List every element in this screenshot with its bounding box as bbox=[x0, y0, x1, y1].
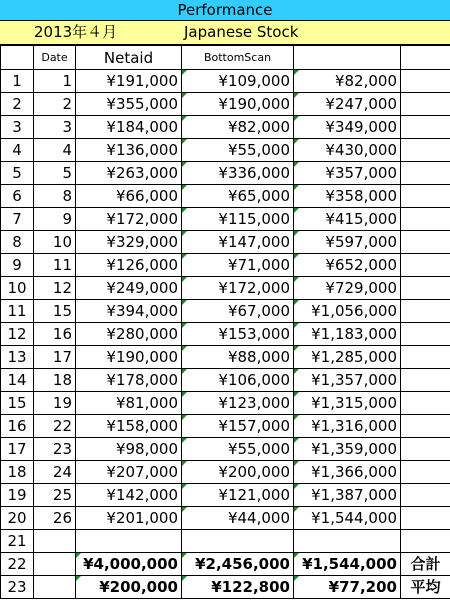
month-label[interactable]: 2013年４月 bbox=[34, 23, 118, 41]
col-c-cell[interactable]: ¥597,000 bbox=[294, 231, 401, 254]
col-d-cell[interactable] bbox=[401, 116, 450, 139]
row-number-cell[interactable]: 18 bbox=[1, 461, 34, 484]
date-cell[interactable]: 2 bbox=[34, 93, 76, 116]
table-row bbox=[1, 300, 450, 323]
row-number-cell[interactable]: 4 bbox=[1, 139, 34, 162]
bottomscan-cell[interactable]: ¥336,000 bbox=[182, 162, 294, 185]
bottomscan-cell[interactable]: ¥121,000 bbox=[182, 484, 294, 507]
date-cell[interactable]: 12 bbox=[34, 277, 76, 300]
averages-col-c-cell[interactable]: ¥77,200 bbox=[294, 576, 401, 599]
col-d-cell[interactable] bbox=[401, 185, 450, 208]
col-c-cell[interactable]: ¥82,000 bbox=[294, 70, 401, 93]
bottomscan-cell[interactable]: ¥109,000 bbox=[182, 70, 294, 93]
date-cell[interactable]: 25 bbox=[34, 484, 76, 507]
col-d-cell[interactable] bbox=[401, 162, 450, 185]
netaid-cell[interactable]: ¥190,000 bbox=[76, 346, 182, 369]
header-bottomscan[interactable]: BottomScan bbox=[182, 46, 294, 70]
table-row bbox=[1, 116, 450, 139]
row-number-cell[interactable]: 10 bbox=[1, 277, 34, 300]
bottomscan-cell[interactable]: ¥67,000 bbox=[182, 300, 294, 323]
table-row bbox=[1, 93, 450, 116]
netaid-cell[interactable]: ¥136,000 bbox=[76, 139, 182, 162]
row-number-cell[interactable]: 12 bbox=[1, 323, 34, 346]
col-c-cell[interactable]: ¥1,387,000 bbox=[294, 484, 401, 507]
header-corner-cell[interactable] bbox=[1, 46, 34, 70]
totals-label-cell[interactable]: 合計 bbox=[401, 553, 450, 576]
col-c-cell[interactable]: ¥652,000 bbox=[294, 254, 401, 277]
table-row bbox=[1, 369, 450, 392]
row-number-cell[interactable]: 13 bbox=[1, 346, 34, 369]
netaid-cell[interactable]: ¥329,000 bbox=[76, 231, 182, 254]
totals-row bbox=[1, 553, 450, 576]
table-row bbox=[1, 530, 450, 553]
netaid-cell[interactable]: ¥201,000 bbox=[76, 507, 182, 530]
bottomscan-cell[interactable]: ¥115,000 bbox=[182, 208, 294, 231]
date-cell[interactable] bbox=[34, 530, 76, 553]
bottomscan-cell[interactable] bbox=[182, 530, 294, 553]
netaid-cell[interactable]: ¥207,000 bbox=[76, 461, 182, 484]
col-d-cell[interactable] bbox=[401, 231, 450, 254]
col-c-cell[interactable]: ¥1,359,000 bbox=[294, 438, 401, 461]
col-d-cell[interactable] bbox=[401, 415, 450, 438]
row-number-cell[interactable]: 17 bbox=[1, 438, 34, 461]
bottomscan-cell[interactable]: ¥153,000 bbox=[182, 323, 294, 346]
date-cell[interactable]: 16 bbox=[34, 323, 76, 346]
bottomscan-cell[interactable]: ¥88,000 bbox=[182, 346, 294, 369]
row-number-cell[interactable]: 2 bbox=[1, 93, 34, 116]
col-d-cell[interactable] bbox=[401, 93, 450, 116]
col-c-cell[interactable]: ¥247,000 bbox=[294, 93, 401, 116]
averages-label-cell[interactable]: 平均 bbox=[401, 576, 450, 599]
table-row bbox=[1, 507, 450, 530]
bottomscan-cell[interactable]: ¥172,000 bbox=[182, 277, 294, 300]
header-col-c[interactable] bbox=[294, 46, 401, 70]
header-netaid[interactable]: Netaid bbox=[76, 46, 182, 70]
table-row bbox=[1, 162, 450, 185]
row-number-cell[interactable]: 23 bbox=[1, 576, 34, 599]
row-number-cell[interactable]: 20 bbox=[1, 507, 34, 530]
row-number-cell[interactable]: 5 bbox=[1, 162, 34, 185]
row-number-cell[interactable]: 15 bbox=[1, 392, 34, 415]
table-row bbox=[1, 323, 450, 346]
table-row bbox=[1, 415, 450, 438]
row-number-cell[interactable]: 7 bbox=[1, 208, 34, 231]
row-number-cell[interactable]: 8 bbox=[1, 231, 34, 254]
row-number-cell[interactable]: 3 bbox=[1, 116, 34, 139]
col-d-cell[interactable] bbox=[401, 208, 450, 231]
netaid-cell[interactable]: ¥249,000 bbox=[76, 277, 182, 300]
col-d-cell[interactable] bbox=[401, 461, 450, 484]
col-c-cell[interactable]: ¥1,357,000 bbox=[294, 369, 401, 392]
date-cell[interactable]: 17 bbox=[34, 346, 76, 369]
date-cell[interactable]: 9 bbox=[34, 208, 76, 231]
col-d-cell[interactable] bbox=[401, 392, 450, 415]
netaid-cell[interactable]: ¥126,000 bbox=[76, 254, 182, 277]
date-cell[interactable]: 5 bbox=[34, 162, 76, 185]
table-row bbox=[1, 346, 450, 369]
date-cell[interactable]: 23 bbox=[34, 438, 76, 461]
col-c-cell[interactable]: ¥357,000 bbox=[294, 162, 401, 185]
col-c-cell[interactable] bbox=[294, 530, 401, 553]
netaid-cell[interactable]: ¥178,000 bbox=[76, 369, 182, 392]
table-row bbox=[1, 185, 450, 208]
table-row bbox=[1, 277, 450, 300]
table-row bbox=[1, 139, 450, 162]
netaid-cell[interactable]: ¥355,000 bbox=[76, 93, 182, 116]
bottomscan-cell[interactable]: ¥55,000 bbox=[182, 438, 294, 461]
col-c-cell[interactable]: ¥349,000 bbox=[294, 116, 401, 139]
col-d-cell[interactable] bbox=[401, 530, 450, 553]
date-cell[interactable]: 3 bbox=[34, 116, 76, 139]
date-cell[interactable] bbox=[34, 576, 76, 599]
bottomscan-cell[interactable]: ¥123,000 bbox=[182, 392, 294, 415]
col-d-cell[interactable] bbox=[401, 139, 450, 162]
row-number-cell[interactable]: 1 bbox=[1, 70, 34, 93]
col-c-cell[interactable]: ¥729,000 bbox=[294, 277, 401, 300]
col-d-cell[interactable] bbox=[401, 300, 450, 323]
totals-netaid-cell[interactable]: ¥4,000,000 bbox=[76, 553, 182, 576]
row-number-cell[interactable]: 21 bbox=[1, 530, 34, 553]
date-cell[interactable]: 26 bbox=[34, 507, 76, 530]
bottomscan-cell[interactable]: ¥190,000 bbox=[182, 93, 294, 116]
header-date[interactable]: Date bbox=[34, 46, 76, 70]
table-row bbox=[1, 231, 450, 254]
col-c-cell[interactable]: ¥1,285,000 bbox=[294, 346, 401, 369]
date-cell[interactable]: 19 bbox=[34, 392, 76, 415]
col-d-cell[interactable] bbox=[401, 70, 450, 93]
market-label[interactable]: Japanese Stock bbox=[184, 23, 299, 41]
row-number-cell[interactable]: 19 bbox=[1, 484, 34, 507]
sub-header-row bbox=[0, 21, 450, 45]
col-d-cell[interactable] bbox=[401, 346, 450, 369]
netaid-cell[interactable]: ¥158,000 bbox=[76, 415, 182, 438]
col-c-cell[interactable]: ¥1,183,000 bbox=[294, 323, 401, 346]
header-row bbox=[1, 46, 450, 70]
table-row bbox=[1, 70, 450, 93]
bottomscan-cell[interactable]: ¥55,000 bbox=[182, 139, 294, 162]
col-d-cell[interactable] bbox=[401, 438, 450, 461]
averages-netaid-cell[interactable]: ¥200,000 bbox=[76, 576, 182, 599]
table-row bbox=[1, 208, 450, 231]
col-c-cell[interactable]: ¥1,056,000 bbox=[294, 300, 401, 323]
date-cell[interactable]: 15 bbox=[34, 300, 76, 323]
table-row bbox=[1, 254, 450, 277]
sheet-title[interactable]: Performance bbox=[0, 0, 450, 21]
table-row bbox=[1, 392, 450, 415]
bottomscan-cell[interactable]: ¥106,000 bbox=[182, 369, 294, 392]
row-number-cell[interactable]: 22 bbox=[1, 553, 34, 576]
netaid-cell[interactable]: ¥263,000 bbox=[76, 162, 182, 185]
row-number-cell[interactable]: 14 bbox=[1, 369, 34, 392]
netaid-cell[interactable]: ¥280,000 bbox=[76, 323, 182, 346]
bottomscan-cell[interactable]: ¥200,000 bbox=[182, 461, 294, 484]
col-c-cell[interactable]: ¥1,544,000 bbox=[294, 507, 401, 530]
totals-bottomscan-cell[interactable]: ¥2,456,000 bbox=[182, 553, 294, 576]
col-d-cell[interactable] bbox=[401, 484, 450, 507]
table-row bbox=[1, 484, 450, 507]
row-number-cell[interactable]: 6 bbox=[1, 185, 34, 208]
date-cell[interactable]: 11 bbox=[34, 254, 76, 277]
col-c-cell[interactable]: ¥430,000 bbox=[294, 139, 401, 162]
col-c-cell[interactable]: ¥1,315,000 bbox=[294, 392, 401, 415]
date-cell[interactable] bbox=[34, 553, 76, 576]
col-c-cell[interactable]: ¥358,000 bbox=[294, 185, 401, 208]
bottomscan-cell[interactable]: ¥44,000 bbox=[182, 507, 294, 530]
bottomscan-cell[interactable]: ¥65,000 bbox=[182, 185, 294, 208]
col-d-cell[interactable] bbox=[401, 507, 450, 530]
netaid-cell[interactable]: ¥66,000 bbox=[76, 185, 182, 208]
totals-col-c-cell[interactable]: ¥1,544,000 bbox=[294, 553, 401, 576]
col-d-cell[interactable] bbox=[401, 323, 450, 346]
col-c-cell[interactable]: ¥1,366,000 bbox=[294, 461, 401, 484]
row-number-cell[interactable]: 16 bbox=[1, 415, 34, 438]
bottomscan-cell[interactable]: ¥157,000 bbox=[182, 415, 294, 438]
netaid-cell[interactable]: ¥172,000 bbox=[76, 208, 182, 231]
averages-bottomscan-cell[interactable]: ¥122,800 bbox=[182, 576, 294, 599]
netaid-cell[interactable] bbox=[76, 530, 182, 553]
bottomscan-cell[interactable]: ¥147,000 bbox=[182, 231, 294, 254]
date-cell[interactable]: 1 bbox=[34, 70, 76, 93]
netaid-cell[interactable]: ¥184,000 bbox=[76, 116, 182, 139]
col-c-cell[interactable]: ¥1,316,000 bbox=[294, 415, 401, 438]
date-cell[interactable]: 8 bbox=[34, 185, 76, 208]
bottomscan-cell[interactable]: ¥82,000 bbox=[182, 116, 294, 139]
netaid-cell[interactable]: ¥394,000 bbox=[76, 300, 182, 323]
table-row bbox=[1, 438, 450, 461]
col-d-cell[interactable] bbox=[401, 254, 450, 277]
netaid-cell[interactable]: ¥98,000 bbox=[76, 438, 182, 461]
date-cell[interactable]: 10 bbox=[34, 231, 76, 254]
date-cell[interactable]: 24 bbox=[34, 461, 76, 484]
header-col-d[interactable] bbox=[401, 46, 450, 70]
averages-row bbox=[1, 576, 450, 599]
netaid-cell[interactable]: ¥191,000 bbox=[76, 70, 182, 93]
row-number-cell[interactable]: 11 bbox=[1, 300, 34, 323]
date-cell[interactable]: 22 bbox=[34, 415, 76, 438]
row-number-cell[interactable]: 9 bbox=[1, 254, 34, 277]
netaid-cell[interactable]: ¥81,000 bbox=[76, 392, 182, 415]
col-c-cell[interactable]: ¥415,000 bbox=[294, 208, 401, 231]
table-row bbox=[1, 461, 450, 484]
date-cell[interactable]: 18 bbox=[34, 369, 76, 392]
performance-table bbox=[0, 45, 450, 599]
netaid-cell[interactable]: ¥142,000 bbox=[76, 484, 182, 507]
col-d-cell[interactable] bbox=[401, 277, 450, 300]
bottomscan-cell[interactable]: ¥71,000 bbox=[182, 254, 294, 277]
date-cell[interactable]: 4 bbox=[34, 139, 76, 162]
col-d-cell[interactable] bbox=[401, 369, 450, 392]
